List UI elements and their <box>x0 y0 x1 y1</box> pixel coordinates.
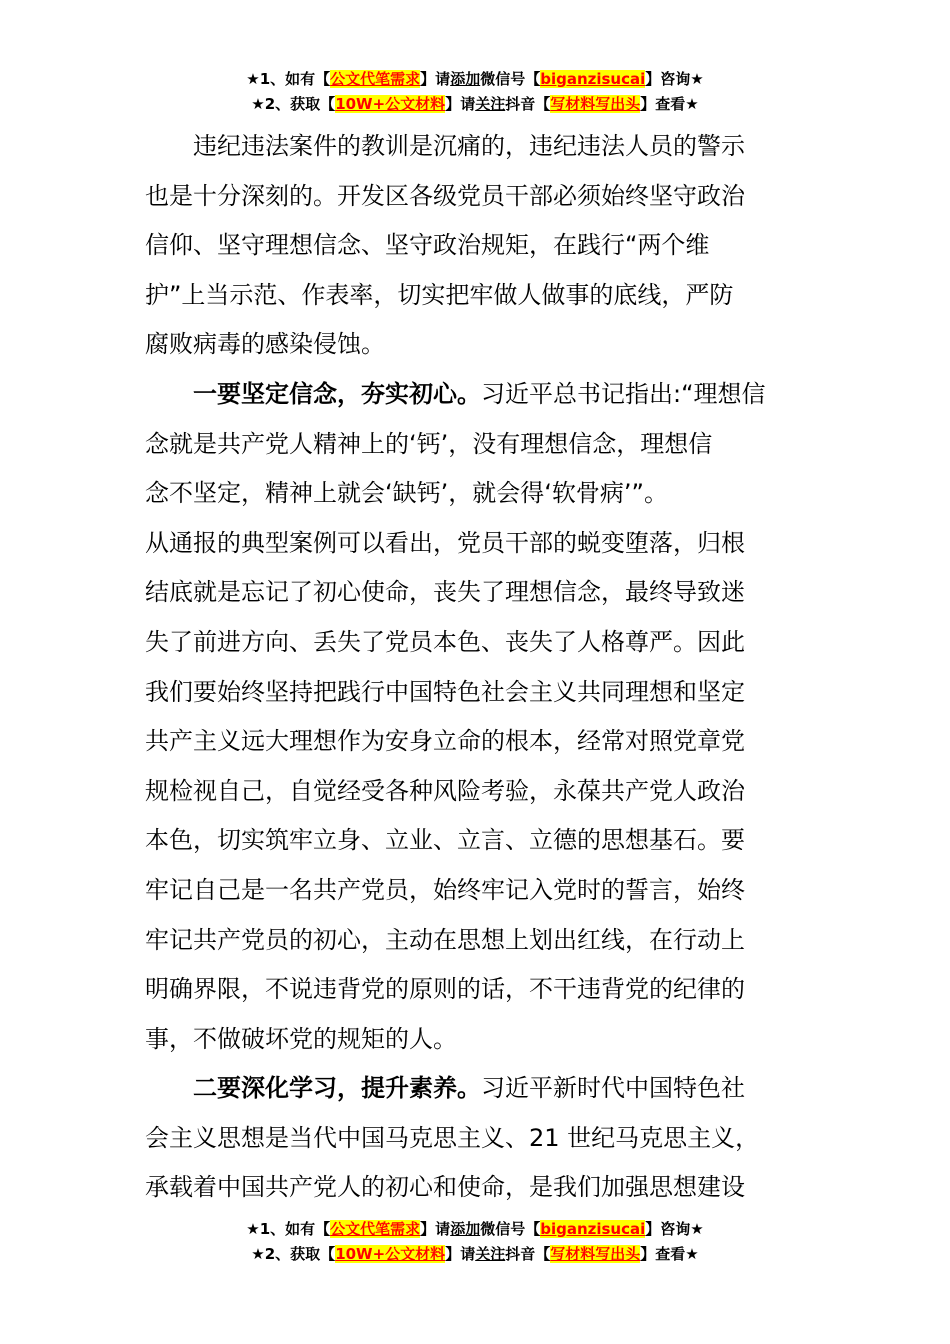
promo-highlight: biganzisucai <box>540 1220 646 1238</box>
text-line <box>145 370 807 420</box>
text-line: 也是十分深刻的。开发区各级党员干部必须始终坚守政治 <box>145 181 745 210</box>
text-line: 我们要始终坚持把践行中国特色社会主义共同理想和坚定 <box>145 677 745 706</box>
text-line: 腐败病毒的感染侵蚀。 <box>145 330 385 359</box>
promo-text: 】咨询★ <box>645 1220 704 1238</box>
text-line: 从通报的典型案例可以看出，党员干部的蜕变堕落，归根 <box>145 528 745 557</box>
text-line: 失了前进方向、丢失了党员本色、丧失了人格尊严。因此 <box>145 627 745 656</box>
paragraph-section-2 <box>145 1064 807 1213</box>
text-line: 事，不做破坏党的规矩的人。 <box>145 1024 457 1053</box>
header-promo-line-2 <box>0 93 950 115</box>
promo-highlight: biganzisucai <box>540 70 646 88</box>
section-heading: 二要深化学习，提升素养。 <box>145 1074 481 1103</box>
promo-highlight: 10W+公文材料 <box>335 1245 446 1263</box>
text-line: 护”上当示范、作表率，切实把牢做人做事的底线，严防 <box>145 280 734 309</box>
footer-promo-line-1 <box>0 1218 950 1240</box>
footer-promo-line-2 <box>0 1243 950 1265</box>
promo-highlight: 公文代笔需求 <box>330 1220 421 1238</box>
promo-text: 】咨询★ <box>645 70 704 88</box>
promo-text: ★1、如有【 <box>246 1220 331 1238</box>
text-run: 习近平总书记指出:“理想信 <box>481 379 766 408</box>
text-line: 共产主义远大理想作为安身立命的根本，经常对照党章党 <box>145 727 745 756</box>
promo-underline: 关注 <box>475 95 506 113</box>
promo-underline: 关注 <box>475 1245 506 1263</box>
promo-text: 】请 <box>420 70 451 88</box>
promo-highlight: 写材料写出头 <box>550 95 641 113</box>
promo-underline: 添加 <box>450 1220 481 1238</box>
promo-text: ★2、获取【 <box>251 1245 336 1263</box>
section-heading: 一要坚定信念，夯实初心。 <box>145 379 481 408</box>
header-promo-line-1 <box>0 68 950 90</box>
text-line: 违纪违法案件的教训是沉痛的，违纪违法人员的警示 <box>145 132 745 160</box>
text-line: 念就是共产党人精神上的‘钙’，没有理想信念，理想信 <box>145 429 713 458</box>
promo-highlight: 写材料写出头 <box>550 1245 641 1263</box>
text-line: 牢记共产党员的初心，主动在思想上划出红线，在行动上 <box>145 925 745 954</box>
promo-text: 微信号【 <box>480 70 541 88</box>
promo-text: 】请 <box>420 1220 451 1238</box>
paragraph-intro <box>145 122 807 370</box>
promo-text: ★1、如有【 <box>246 70 331 88</box>
text-line: 念不坚定，精神上就会‘缺钙’，就会得‘软骨病’”。 <box>145 479 668 508</box>
promo-text: 抖音【 <box>505 1245 551 1263</box>
document-body <box>145 122 807 1213</box>
promo-highlight: 10W+公文材料 <box>335 95 446 113</box>
promo-underline: 添加 <box>450 70 481 88</box>
promo-text: 】查看★ <box>640 95 699 113</box>
promo-text: 】查看★ <box>640 1245 699 1263</box>
text-line <box>145 1064 807 1114</box>
text-line: 本色，切实筑牢立身、立业、立言、立德的思想基石。要 <box>145 826 745 855</box>
text-line: 承载着中国共产党人的初心和使命，是我们加强思想建设 <box>145 1173 745 1202</box>
promo-text: 微信号【 <box>480 1220 541 1238</box>
promo-text: ★2、获取【 <box>251 95 336 113</box>
text-run: 习近平新时代中国特色社 <box>481 1074 745 1103</box>
text-line: 会主义思想是当代中国马克思主义、21 世纪马克思主义， <box>145 1123 760 1152</box>
promo-highlight: 公文代笔需求 <box>330 70 421 88</box>
promo-text: 】请 <box>445 95 476 113</box>
text-line: 牢记自己是一名共产党员，始终牢记入党时的誓言，始终 <box>145 875 745 904</box>
text-line: 规检视自己，自觉经受各种风险考验，永葆共产党人政治 <box>145 776 745 805</box>
text-line: 结底就是忘记了初心使命，丧失了理想信念，最终导致迷 <box>145 578 745 607</box>
promo-text: 抖音【 <box>505 95 551 113</box>
promo-text: 】请 <box>445 1245 476 1263</box>
paragraph-section-1 <box>145 370 807 1064</box>
text-line: 信仰、坚守理想信念、坚守政治规矩，在践行“两个维 <box>145 231 710 260</box>
text-line: 明确界限，不说违背党的原则的话，不干违背党的纪律的 <box>145 975 745 1004</box>
